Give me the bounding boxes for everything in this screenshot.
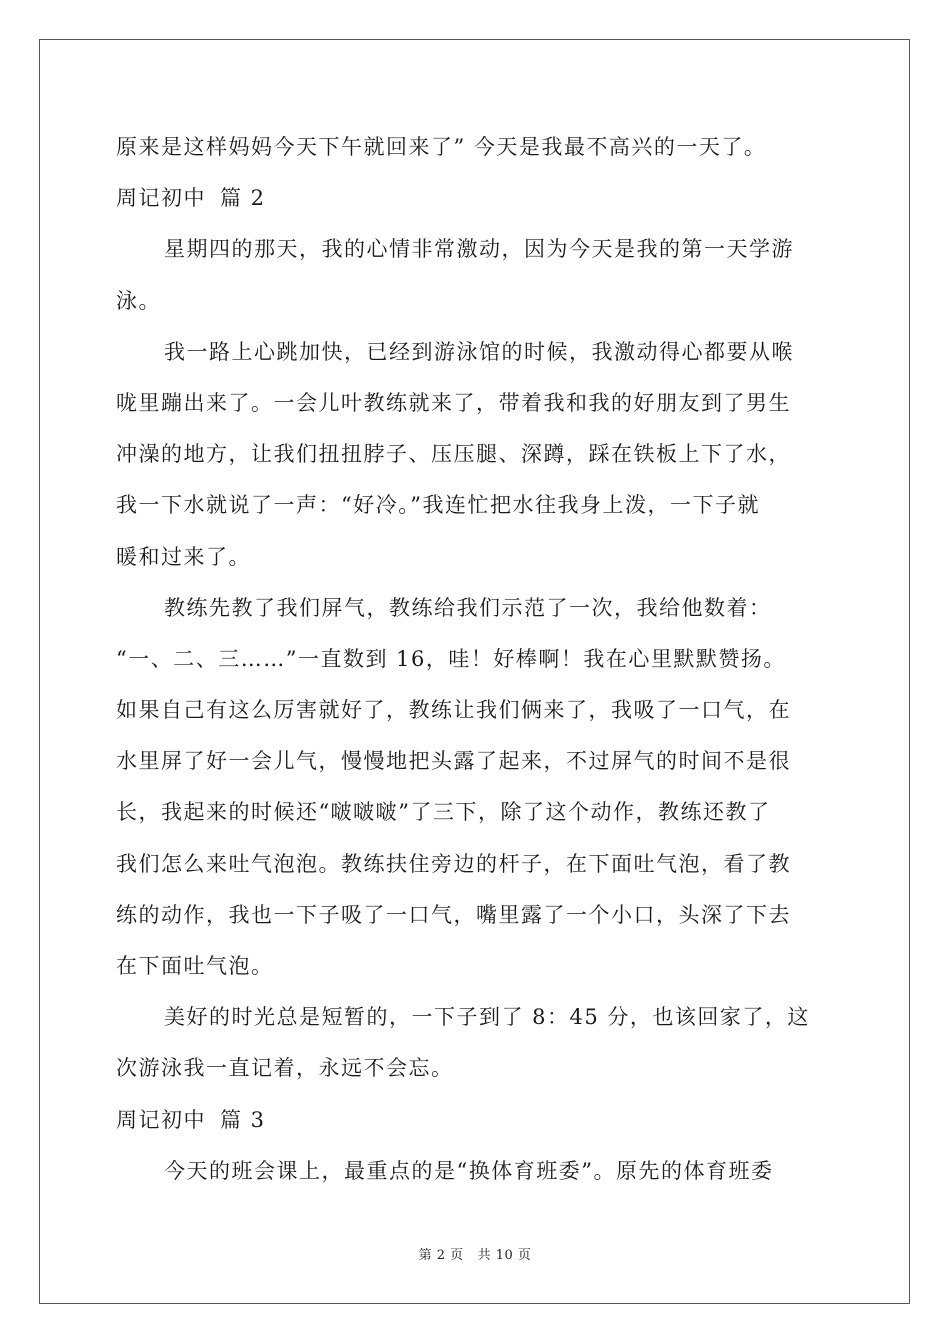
section-heading-title: 周记初中: [116, 1107, 206, 1132]
paragraph-line: 原来是这样妈妈今天下午就回来了” 今天是我最不高兴的一天了。: [116, 135, 767, 159]
paragraph-line: 如果自己有这么厉害就好了，教练让我们俩来了，我吸了一口气，在: [116, 698, 791, 723]
section-heading: [116, 1095, 836, 1146]
paragraph-line: 冲澡的地方，让我们扭扭脖子、压压腿、深蹲，踩在铁板上下了水，: [116, 442, 791, 467]
section-heading-title: 周记初中: [116, 186, 206, 211]
paragraph-line: 咙里蹦出来了。一会儿叶教练就来了，带着我和我的好朋友到了男生: [116, 390, 791, 415]
paragraph-line: 次游泳我一直记着，永远不会忘。: [116, 1056, 454, 1081]
paragraph-line: 星期四的那天，我的心情非常激动，因为今天是我的第一天学游: [164, 237, 794, 262]
paragraph-line: 我一下水就说了一声：“好冷。”我连忙把水往我身上泼，一下子就: [116, 493, 760, 518]
paragraph-line: “一、二、三……”一直数到 16，哇！好棒啊！我在心里默默赞扬。: [116, 646, 786, 671]
paragraph-line: 教练先教了我们屏气，教练给我们示范了一次，我给他数着：: [164, 595, 772, 620]
document-body: [116, 122, 836, 1197]
page-number: 第 2 页: [418, 1248, 464, 1263]
section-heading-label: 篇 3: [220, 1107, 266, 1132]
paragraph-line: 长，我起来的时候还“啵啵啵”了三下，除了这个动作，教练还教了: [116, 800, 771, 825]
paragraph-line: 泳。: [116, 288, 161, 313]
section-heading-label: 篇 2: [220, 186, 266, 211]
page-footer: [0, 1244, 950, 1263]
paragraph-line: 今天的班会课上，最重点的是“换体育班委”。原先的体育班委: [164, 1158, 774, 1183]
paragraph-line: 练的动作，我也一下子吸了一口气，嘴里露了一个小口，头深了下去: [116, 902, 791, 927]
paragraph-line: 暖和过来了。: [116, 544, 251, 569]
paragraph-line: 水里屏了好一会儿气，慢慢地把头露了起来，不过屏气的时间不是很: [116, 749, 791, 774]
paragraph-line: 我们怎么来吐气泡泡。教练扶住旁边的杆子，在下面吐气泡，看了教: [116, 851, 791, 876]
paragraph-line: 美好的时光总是短暂的，一下子到了 8：45 分，也该回家了，这: [164, 1005, 810, 1030]
page-total: 共 10 页: [477, 1248, 532, 1263]
section-heading: [116, 173, 836, 224]
paragraph-line: 我一路上心跳加快，已经到游泳馆的时候，我激动得心都要从喉: [164, 339, 794, 364]
paragraph-line: 在下面吐气泡。: [116, 954, 274, 978]
